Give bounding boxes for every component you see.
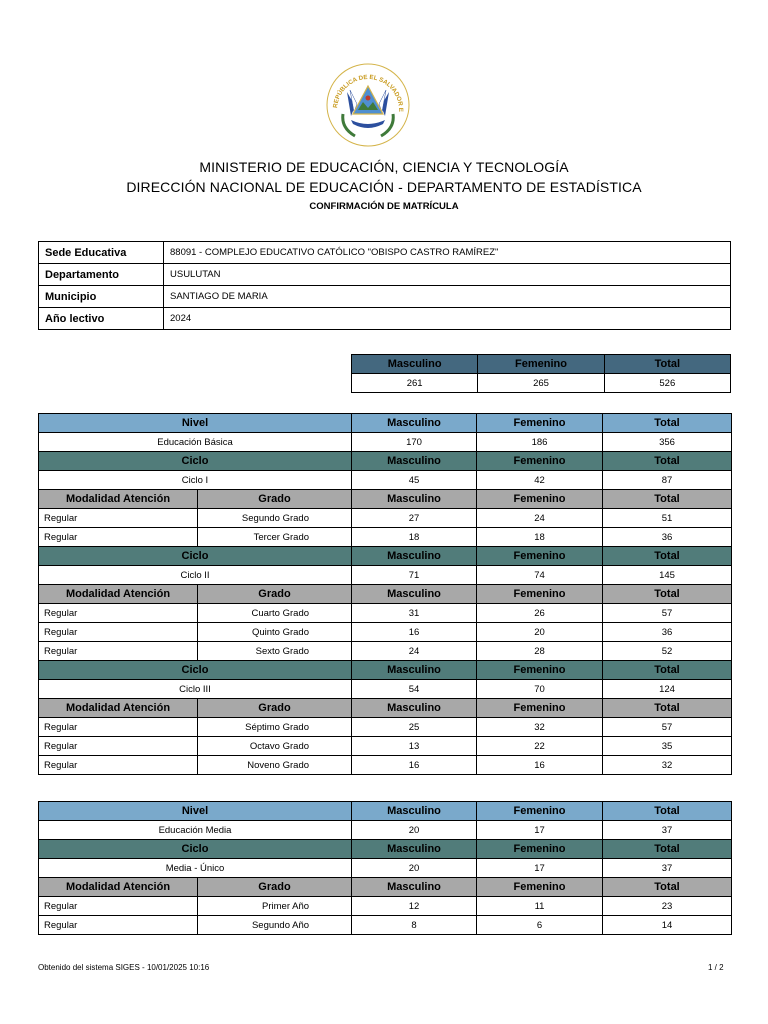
info-row [39,242,731,264]
el-salvador-coat-of-arms [325,62,411,148]
ciclo-row [39,471,732,490]
total-header: Total [603,661,732,680]
total-header: Total [604,355,730,374]
modalidad-header: Modalidad Atención [39,490,198,509]
modalidad-value: Regular [39,897,198,916]
modalidad-header-row [39,878,732,897]
nivel-header-row [39,802,732,821]
grado-row [39,756,732,775]
ciclo-name: Ciclo I [39,471,352,490]
info-value: 2024 [164,308,731,330]
total-header: Total [603,490,732,509]
ciclo-total: 145 [603,566,732,585]
totals-table [351,354,731,393]
document-subtitle: CONFIRMACIÓN DE MATRÍCULA [309,201,459,212]
educacion-basica-table [38,413,732,775]
total-header: Total [603,414,732,433]
femenino-header: Femenino [477,878,603,897]
ciclo-femenino: 70 [477,680,603,699]
info-label: Departamento [39,264,164,286]
grado-total: 52 [603,642,732,661]
modalidad-value: Regular [39,916,198,935]
total-header: Total [603,802,732,821]
grado-masculino: 27 [352,509,477,528]
grado-total: 32 [603,756,732,775]
grado-row [39,737,732,756]
grado-name: Segundo Año [198,916,352,935]
ciclo-masculino: 45 [352,471,477,490]
ciclo-total: 124 [603,680,732,699]
grado-femenino: 6 [477,916,603,935]
grado-total: 57 [603,718,732,737]
nivel-header-row [39,414,732,433]
grado-masculino: 13 [352,737,477,756]
info-label: Año lectivo [39,308,164,330]
grado-row [39,897,732,916]
ciclo-masculino: 54 [352,680,477,699]
modalidad-header-row [39,490,732,509]
footer-source: Obtenido del sistema SIGES - 10/01/2025 10:16 [38,963,210,972]
nivel-name: Educación Media [39,821,352,840]
modalidad-header: Modalidad Atención [39,699,198,718]
modalidad-header-row [39,699,732,718]
info-row [39,286,731,308]
total-masculino: 261 [352,374,478,393]
grado-total: 51 [603,509,732,528]
total-header: Total [603,840,732,859]
info-value: USULUTAN [164,264,731,286]
ministry-title: MINISTERIO DE EDUCACIÓN, CIENCIA Y TECNOLOGÍA [199,159,569,175]
department-title: DIRECCIÓN NACIONAL DE EDUCACIÓN - DEPARTAMENTO DE ESTADÍSTICA [126,179,642,195]
grado-name: Tercer Grado [198,528,352,547]
ciclo-header: Ciclo [39,452,352,471]
grado-masculino: 12 [352,897,477,916]
ciclo-masculino: 71 [352,566,477,585]
total-header: Total [603,547,732,566]
masculino-header: Masculino [352,802,477,821]
ciclo-row [39,859,732,878]
grado-total: 57 [603,604,732,623]
femenino-header: Femenino [477,802,603,821]
grado-femenino: 20 [477,623,603,642]
masculino-header: Masculino [352,878,477,897]
femenino-header: Femenino [477,414,603,433]
grado-femenino: 32 [477,718,603,737]
grado-header: Grado [198,878,352,897]
seal-emblem-icon [325,62,411,148]
grado-header: Grado [198,490,352,509]
ciclo-header-row [39,840,732,859]
ciclo-name: Ciclo II [39,566,352,585]
grado-name: Sexto Grado [198,642,352,661]
masculino-header: Masculino [352,840,477,859]
info-row [39,308,731,330]
nivel-masculino: 20 [352,821,477,840]
grado-row [39,604,732,623]
total-header: Total [603,585,732,604]
modalidad-value: Regular [39,509,198,528]
grado-row [39,642,732,661]
modalidad-value: Regular [39,623,198,642]
grado-femenino: 16 [477,756,603,775]
grado-masculino: 16 [352,756,477,775]
grado-total: 36 [603,623,732,642]
grado-row [39,509,732,528]
grado-row [39,916,732,935]
grado-total: 36 [603,528,732,547]
modalidad-value: Regular [39,528,198,547]
grado-name: Primer Año [198,897,352,916]
grado-femenino: 22 [477,737,603,756]
ciclo-header-row [39,452,732,471]
femenino-header: Femenino [477,490,603,509]
total-header: Total [603,699,732,718]
total-total: 526 [604,374,730,393]
modalidad-header: Modalidad Atención [39,878,198,897]
totals-row [352,374,731,393]
grado-header: Grado [198,585,352,604]
masculino-header: Masculino [352,547,477,566]
masculino-header: Masculino [352,355,478,374]
ciclo-row [39,566,732,585]
total-header: Total [603,878,732,897]
modalidad-header-row [39,585,732,604]
masculino-header: Masculino [352,585,477,604]
grado-header: Grado [198,699,352,718]
total-femenino: 265 [478,374,604,393]
grado-masculino: 31 [352,604,477,623]
grado-name: Cuarto Grado [198,604,352,623]
ciclo-masculino: 20 [352,859,477,878]
page-number: 1 / 2 [708,963,724,972]
school-info-table [38,241,731,330]
grado-row [39,718,732,737]
nivel-name: Educación Básica [39,433,352,452]
modalidad-value: Regular [39,737,198,756]
grado-masculino: 18 [352,528,477,547]
modalidad-header: Modalidad Atención [39,585,198,604]
grado-femenino: 11 [477,897,603,916]
masculino-header: Masculino [352,452,477,471]
modalidad-value: Regular [39,718,198,737]
nivel-header: Nivel [39,414,352,433]
femenino-header: Femenino [478,355,604,374]
femenino-header: Femenino [477,840,603,859]
info-value: 88091 - COMPLEJO EDUCATIVO CATÓLICO "OBISPO CASTRO RAMÍREZ" [164,242,731,264]
info-row [39,264,731,286]
ciclo-femenino: 74 [477,566,603,585]
masculino-header: Masculino [352,490,477,509]
nivel-total: 356 [603,433,732,452]
grado-masculino: 16 [352,623,477,642]
ciclo-total: 37 [603,859,732,878]
nivel-femenino: 186 [477,433,603,452]
nivel-row [39,821,732,840]
grado-masculino: 8 [352,916,477,935]
ciclo-femenino: 17 [477,859,603,878]
grado-row [39,528,732,547]
grado-name: Octavo Grado [198,737,352,756]
grado-name: Séptimo Grado [198,718,352,737]
ciclo-row [39,680,732,699]
grado-masculino: 24 [352,642,477,661]
ciclo-header: Ciclo [39,840,352,859]
seal-text: REPÚBLICA DE EL SALVADOR E [332,73,405,112]
femenino-header: Femenino [477,699,603,718]
modalidad-value: Regular [39,604,198,623]
grado-femenino: 26 [477,604,603,623]
ciclo-header: Ciclo [39,547,352,566]
nivel-row [39,433,732,452]
nivel-header: Nivel [39,802,352,821]
femenino-header: Femenino [477,452,603,471]
total-header: Total [603,452,732,471]
nivel-masculino: 170 [352,433,477,452]
ciclo-femenino: 42 [477,471,603,490]
ciclo-total: 87 [603,471,732,490]
grado-masculino: 25 [352,718,477,737]
nivel-femenino: 17 [477,821,603,840]
ciclo-header-row [39,661,732,680]
modalidad-value: Regular [39,642,198,661]
grado-total: 35 [603,737,732,756]
masculino-header: Masculino [352,661,477,680]
grado-name: Noveno Grado [198,756,352,775]
ciclo-header: Ciclo [39,661,352,680]
nivel-total: 37 [603,821,732,840]
ciclo-header-row [39,547,732,566]
ciclo-name: Media - Único [39,859,352,878]
masculino-header: Masculino [352,699,477,718]
info-label: Municipio [39,286,164,308]
grado-name: Quinto Grado [198,623,352,642]
grado-femenino: 18 [477,528,603,547]
grado-total: 14 [603,916,732,935]
grado-row [39,623,732,642]
grado-total: 23 [603,897,732,916]
femenino-header: Femenino [477,547,603,566]
educacion-media-table [38,801,732,935]
info-value: SANTIAGO DE MARIA [164,286,731,308]
femenino-header: Femenino [477,661,603,680]
info-label: Sede Educativa [39,242,164,264]
grado-femenino: 24 [477,509,603,528]
masculino-header: Masculino [352,414,477,433]
modalidad-value: Regular [39,756,198,775]
grado-femenino: 28 [477,642,603,661]
femenino-header: Femenino [477,585,603,604]
totals-header-row [352,355,731,374]
ciclo-name: Ciclo III [39,680,352,699]
grado-name: Segundo Grado [198,509,352,528]
